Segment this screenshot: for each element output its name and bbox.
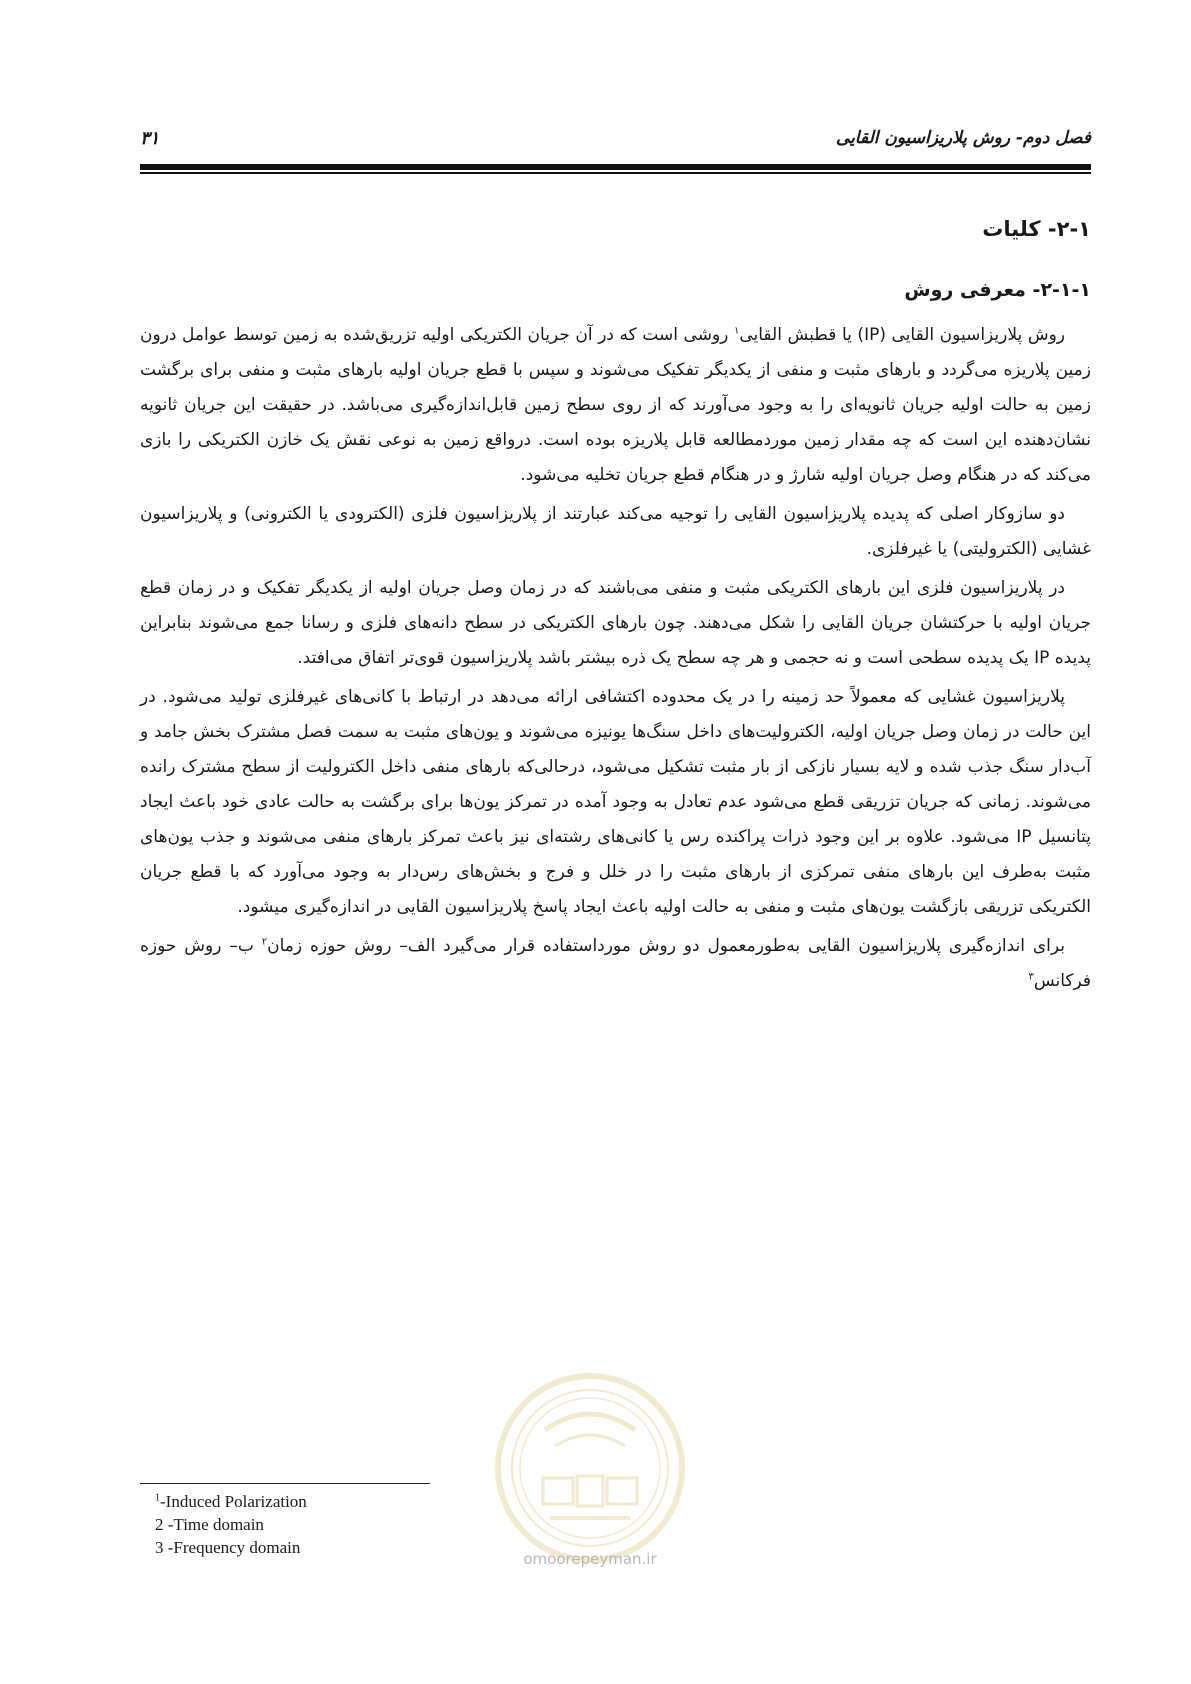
footnote-1 [155,1490,307,1513]
footnotes [155,1490,307,1559]
paragraph-5-part-a: برای اندازه‌گیری پلاریزاسیون القایی به‌طورمعمول دو روش مورداستفاده قرار می‌گیرد الف– روش حوزه زمان [267,936,1066,956]
watermark-seal-logo [485,1368,695,1568]
footnote-3: 3 -Frequency domain [155,1538,301,1557]
section-heading: ۲-۱- کلیات [982,217,1091,241]
footnote-rule [140,1483,430,1484]
footnote-2: 2 -Time domain [155,1515,264,1534]
watermark-url: omoorepeyman.ir [523,1550,657,1568]
paragraph-1-part-a: روش پلاریزاسیون القایی (IP) یا قطبش القایی [739,325,1065,345]
paragraph-2: دو سازوکار اصلی که پدیده پلاریزاسیون القایی را توجیه می‌کند عبارتند از پلاریزاسیون فلزی (الکترودی یا الکترونی) و پلاریزاسیون غشایی (الکترولیتی) یا غیرفلزی. [140,504,1091,559]
footnote-ref-2: ۲ [261,936,268,948]
paragraph-3: در پلاریزاسیون فلزی این بارهای الکتریکی مثبت و منفی می‌باشند که در زمان وصل جریان اولیه از یکدیگر تفکیک و در زمان قطع جریان اولیه با حرکتشان جریان القایی را شکل می‌دهند. چون بارهای الکتریکی در سطح دانه‌های فلزی و رسانا جمع می‌شوند بنابراین پدیده IP یک پدیده سطحی است و نه حجمی و هر چه سطح یک ذره بیشتر باشد پلاریزاسیون قوی‌تر اتفاق می‌افتد. [140,578,1091,668]
paragraph-5 [140,929,1091,999]
paragraph-5-part-b: ب– روش حوزه فرکانس [140,936,1091,991]
paragraph-4: پلاریزاسیون غشایی که معمولاً حد زمینه را در یک محدوده اکتشافی ارائه می‌دهد در ارتباط با کانی‌های غیرفلزی تولید می‌شود. در این حالت در زمان وصل جریان اولیه، الکترولیت‌های داخل سنگ‌ها یونیزه می‌شوند و یون‌های مثبت به سمت فصل مشترک بخش جامد و آب‌دار سنگ جذب شده و لایه بسیار نازکی از بار مثبت تشکیل می‌شود، درحالی‌که بارهای منفی داخل الکترولیت از سطح مشترک رانده می‌شوند. زمانی که جریان تزریقی قطع می‌شود عدم تعادل به وجود آمده در تمرکز یون‌ها برای برگشت به حالت عادی خود باعث ایجاد پتانسیل IP می‌شود. علاوه بر این وجود ذرات پراکنده رس یا کانی‌های رشته‌ای نیز باعث تمرکز بارهای منفی می‌شوند و جذب یون‌های مثبت به‌طرف این بارهای منفی تمرکزی از بارهای مثبت را در خلل و فرج و بخش‌های رس‌دار به وجود می‌آورد که با قطع جریان الکتریکی تزریقی بازگشت یون‌های مثبت و منفی به حالت اولیه باعث ایجاد پاسخ پلاریزاسیون القایی در اندازه‌گیری میشود. [140,687,1091,917]
page-number: ۳۱ [140,128,160,149]
page-body [140,212,1091,1003]
header-rule-thin [140,172,1091,174]
footnote-ref-1: ۱ [733,325,740,337]
chapter-title: فصل دوم- روش پلاریزاسیون القایی [835,128,1091,148]
paragraph-1 [140,318,1091,493]
header-rule-thick [140,164,1091,170]
page-header [140,128,1091,156]
footnote-1-number: 1 [155,1492,160,1504]
paragraph-1-part-b: روشی است که در آن جریان الکتریکی اولیه تزریق‌شده به زمین توسط عوامل درون زمین پلاریزه می‌گردد و بارهای مثبت و منفی از یکدیگر تفکیک می‌شوند و سپس با قطع جریان اولیه بارهای مثبت و منفی برای برگشت زمین به حالت اولیه جریان ثانویه‌ای را به وجود می‌آورند که از روی سطح زمین قابل‌اندازه‌گیری می‌باشد. در حقیقت این جریان ثانویه نشان‌دهنده این است که چه مقدار زمین موردمطالعه قابل پلاریزه بوده است. درواقع زمین به نوعی نقش یک خازن الکتریکی را بازی می‌کند که در هنگام وصل جریان اولیه شارژ و در هنگام قطع جریان تخلیه می‌شود. [140,325,1091,485]
footnote-1-text: -Induced Polarization [160,1492,307,1511]
subsection-heading: ۲-۱-۱- معرفی روش [904,279,1091,301]
footnote-ref-3: ۳ [1028,971,1034,983]
